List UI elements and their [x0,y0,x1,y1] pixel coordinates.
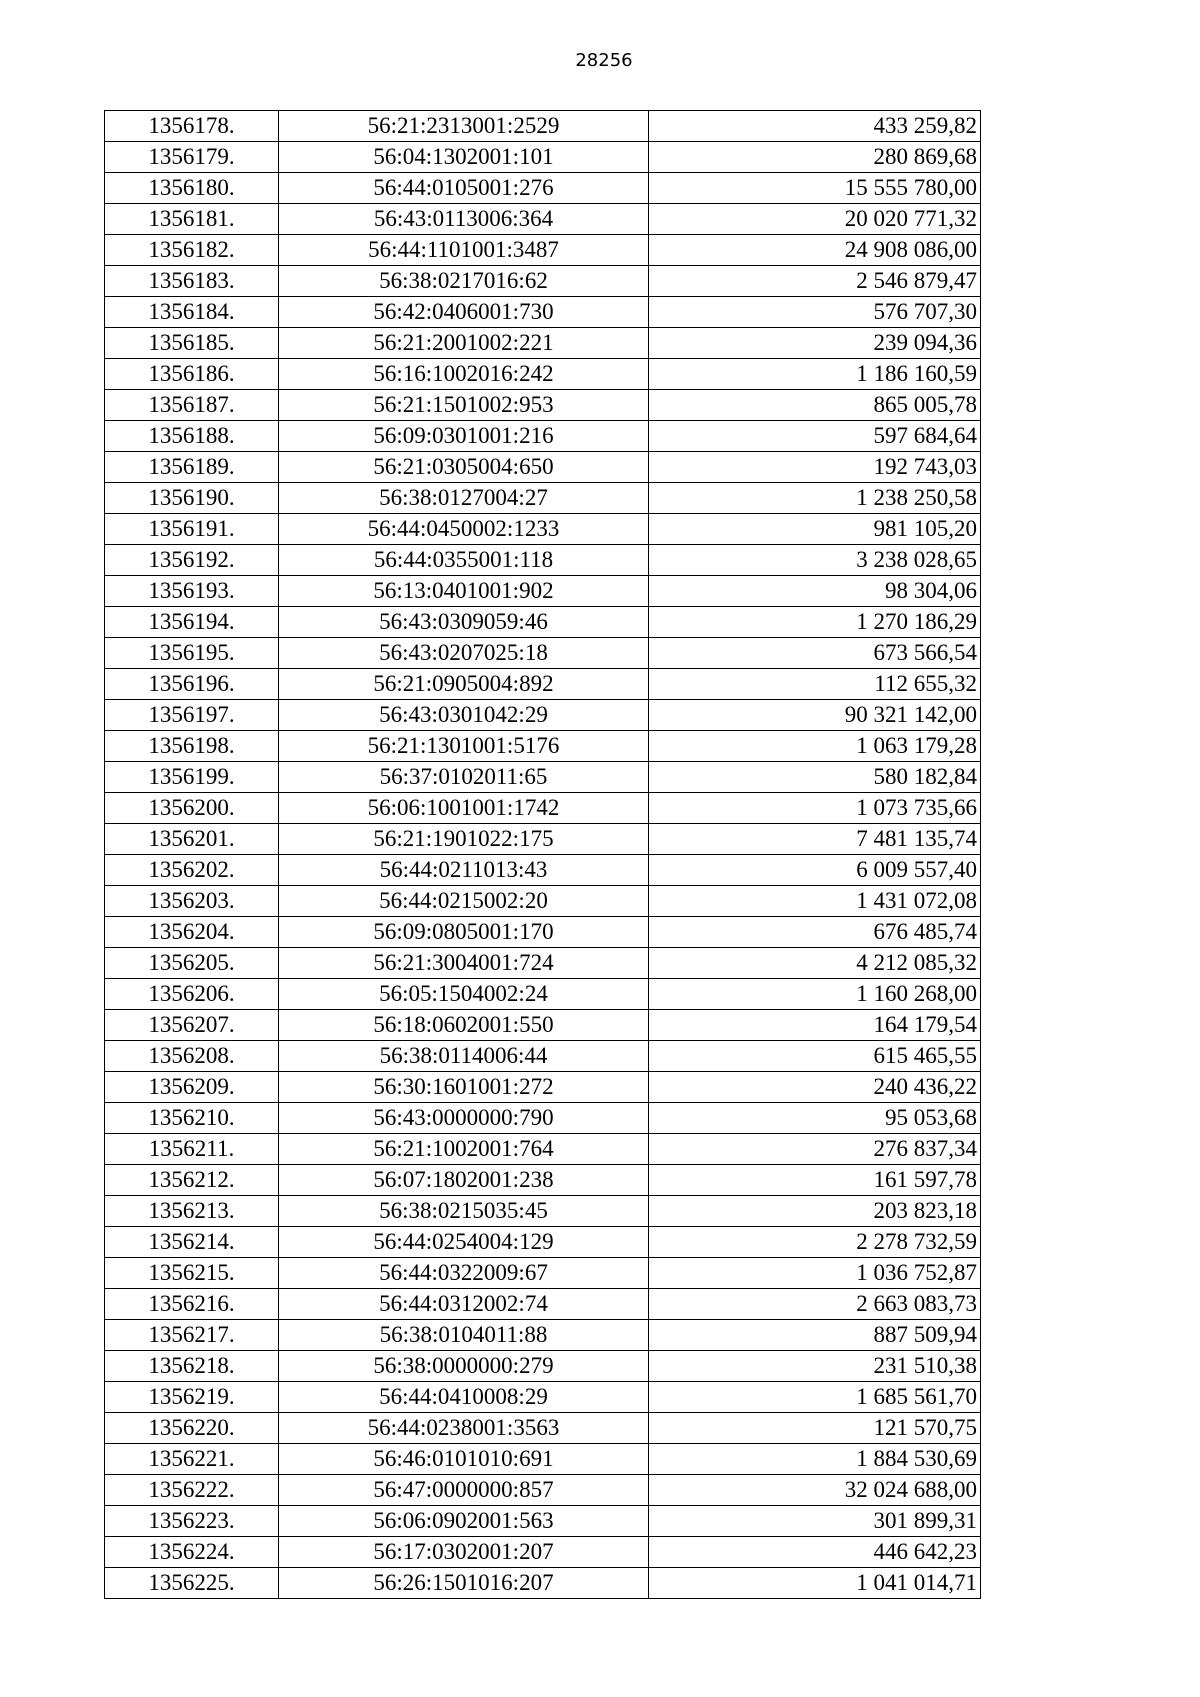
cadastral-number-cell: 56:04:1302001:101 [279,142,649,173]
row-number-cell: 1356217. [105,1320,279,1351]
row-number-cell: 1356207. [105,1010,279,1041]
row-number-cell: 1356189. [105,452,279,483]
row-number-cell: 1356216. [105,1289,279,1320]
cadastral-value-cell: 15 555 780,00 [649,173,981,204]
row-number-cell: 1356223. [105,1506,279,1537]
cadastral-number-cell: 56:38:0114006:44 [279,1041,649,1072]
cadastral-value-cell: 1 036 752,87 [649,1258,981,1289]
cadastral-value-cell: 615 465,55 [649,1041,981,1072]
cadastral-number-cell: 56:21:1301001:5176 [279,731,649,762]
row-number-cell: 1356179. [105,142,279,173]
cadastral-value-cell: 90 321 142,00 [649,700,981,731]
cadastral-number-cell: 56:44:0355001:118 [279,545,649,576]
cadastral-value-cell: 1 073 735,66 [649,793,981,824]
table-row [105,886,981,917]
cadastral-number-cell: 56:43:0207025:18 [279,638,649,669]
table-body [105,111,981,1599]
cadastral-value-cell: 1 685 561,70 [649,1382,981,1413]
cadastral-number-cell: 56:44:0211013:43 [279,855,649,886]
cadastral-number-cell: 56:21:2313001:2529 [279,111,649,142]
table-row [105,1537,981,1568]
row-number-cell: 1356218. [105,1351,279,1382]
table-row [105,855,981,886]
cadastral-value-cell: 1 238 250,58 [649,483,981,514]
table-row [105,1444,981,1475]
table-row [105,824,981,855]
row-number-cell: 1356225. [105,1568,279,1599]
cadastral-value-cell: 20 020 771,32 [649,204,981,235]
row-number-cell: 1356220. [105,1413,279,1444]
cadastral-value-cell: 2 546 879,47 [649,266,981,297]
table-row [105,545,981,576]
table-row [105,359,981,390]
cadastral-number-cell: 56:09:0301001:216 [279,421,649,452]
cadastral-value-cell: 981 105,20 [649,514,981,545]
cadastral-number-cell: 56:38:0217016:62 [279,266,649,297]
row-number-cell: 1356200. [105,793,279,824]
row-number-cell: 1356181. [105,204,279,235]
table-row [105,669,981,700]
cadastral-number-cell: 56:44:0215002:20 [279,886,649,917]
row-number-cell: 1356192. [105,545,279,576]
cadastral-number-cell: 56:38:0215035:45 [279,1196,649,1227]
table-row [105,948,981,979]
row-number-cell: 1356201. [105,824,279,855]
cadastral-number-cell: 56:43:0113006:364 [279,204,649,235]
table-row [105,142,981,173]
row-number-cell: 1356219. [105,1382,279,1413]
cadastral-value-cell: 98 304,06 [649,576,981,607]
row-number-cell: 1356184. [105,297,279,328]
cadastral-value-cell: 301 899,31 [649,1506,981,1537]
page-number: 28256 [575,50,633,71]
cadastral-value-cell: 32 024 688,00 [649,1475,981,1506]
cadastral-value-cell: 164 179,54 [649,1010,981,1041]
table-row [105,173,981,204]
cadastral-value-cell: 2 278 732,59 [649,1227,981,1258]
table-row [105,731,981,762]
table-row [105,1010,981,1041]
row-number-cell: 1356186. [105,359,279,390]
cadastral-value-cell: 1 270 186,29 [649,607,981,638]
table-row [105,328,981,359]
cadastral-value-cell: 239 094,36 [649,328,981,359]
table-row [105,452,981,483]
table-row [105,1196,981,1227]
table-row [105,1506,981,1537]
cadastral-value-cell: 2 663 083,73 [649,1289,981,1320]
table-row [105,607,981,638]
row-number-cell: 1356221. [105,1444,279,1475]
cadastral-number-cell: 56:44:0254004:129 [279,1227,649,1258]
cadastral-number-cell: 56:44:0238001:3563 [279,1413,649,1444]
row-number-cell: 1356187. [105,390,279,421]
table-row [105,111,981,142]
cadastral-number-cell: 56:09:0805001:170 [279,917,649,948]
cadastral-number-cell: 56:44:0105001:276 [279,173,649,204]
row-number-cell: 1356213. [105,1196,279,1227]
table-row [105,514,981,545]
row-number-cell: 1356210. [105,1103,279,1134]
row-number-cell: 1356190. [105,483,279,514]
cadastral-value-cell: 1 063 179,28 [649,731,981,762]
table-row [105,793,981,824]
cadastral-number-cell: 56:47:0000000:857 [279,1475,649,1506]
table-row [105,1413,981,1444]
cadastral-number-cell: 56:26:1501016:207 [279,1568,649,1599]
cadastral-value-cell: 240 436,22 [649,1072,981,1103]
row-number-cell: 1356208. [105,1041,279,1072]
cadastral-value-cell: 676 485,74 [649,917,981,948]
row-number-cell: 1356212. [105,1165,279,1196]
cadastral-number-cell: 56:43:0301042:29 [279,700,649,731]
cadastral-number-cell: 56:06:0902001:563 [279,1506,649,1537]
table-row [105,917,981,948]
table-row [105,638,981,669]
cadastral-value-cell: 203 823,18 [649,1196,981,1227]
row-number-cell: 1356206. [105,979,279,1010]
table-row [105,1134,981,1165]
table-row [105,421,981,452]
cadastral-value-cell: 192 743,03 [649,452,981,483]
table-row [105,297,981,328]
cadastral-number-cell: 56:17:0302001:207 [279,1537,649,1568]
cadastral-number-cell: 56:44:1101001:3487 [279,235,649,266]
table-row [105,1320,981,1351]
row-number-cell: 1356214. [105,1227,279,1258]
cadastral-value-cell: 1 041 014,71 [649,1568,981,1599]
cadastral-value-cell: 1 884 530,69 [649,1444,981,1475]
row-number-cell: 1356182. [105,235,279,266]
cadastral-number-cell: 56:21:3004001:724 [279,948,649,979]
table-row [105,1289,981,1320]
row-number-cell: 1356204. [105,917,279,948]
table-row [105,1072,981,1103]
cadastral-number-cell: 56:44:0322009:67 [279,1258,649,1289]
table-row [105,1103,981,1134]
cadastral-number-cell: 56:18:0602001:550 [279,1010,649,1041]
table-row [105,762,981,793]
cadastral-value-cell: 4 212 085,32 [649,948,981,979]
row-number-cell: 1356188. [105,421,279,452]
cadastral-value-cell: 673 566,54 [649,638,981,669]
table-row [105,1227,981,1258]
cadastral-number-cell: 56:21:0305004:650 [279,452,649,483]
cadastral-value-cell: 95 053,68 [649,1103,981,1134]
row-number-cell: 1356222. [105,1475,279,1506]
cadastral-value-cell: 3 238 028,65 [649,545,981,576]
cadastral-number-cell: 56:21:1901022:175 [279,824,649,855]
cadastral-number-cell: 56:21:1002001:764 [279,1134,649,1165]
cadastral-value-cell: 24 908 086,00 [649,235,981,266]
table-row [105,979,981,1010]
row-number-cell: 1356191. [105,514,279,545]
row-number-cell: 1356178. [105,111,279,142]
row-number-cell: 1356202. [105,855,279,886]
cadastral-value-cell: 446 642,23 [649,1537,981,1568]
row-number-cell: 1356183. [105,266,279,297]
cadastral-number-cell: 56:43:0000000:790 [279,1103,649,1134]
table-row [105,1382,981,1413]
cadastral-value-cell: 1 186 160,59 [649,359,981,390]
cadastral-value-cell: 580 182,84 [649,762,981,793]
cadastral-value-cell: 121 570,75 [649,1413,981,1444]
cadastral-value-cell: 1 160 268,00 [649,979,981,1010]
table-row [105,1041,981,1072]
row-number-cell: 1356205. [105,948,279,979]
cadastral-number-cell: 56:42:0406001:730 [279,297,649,328]
row-number-cell: 1356198. [105,731,279,762]
cadastral-number-cell: 56:21:0905004:892 [279,669,649,700]
table-row [105,1165,981,1196]
cadastral-value-table [104,110,981,1599]
cadastral-value-cell: 280 869,68 [649,142,981,173]
cadastral-number-cell: 56:21:1501002:953 [279,390,649,421]
cadastral-value-cell: 576 707,30 [649,297,981,328]
row-number-cell: 1356180. [105,173,279,204]
cadastral-value-cell: 231 510,38 [649,1351,981,1382]
cadastral-value-cell: 7 481 135,74 [649,824,981,855]
cadastral-number-cell: 56:44:0312002:74 [279,1289,649,1320]
row-number-cell: 1356209. [105,1072,279,1103]
row-number-cell: 1356185. [105,328,279,359]
cadastral-number-cell: 56:38:0000000:279 [279,1351,649,1382]
cadastral-number-cell: 56:43:0309059:46 [279,607,649,638]
cadastral-number-cell: 56:05:1504002:24 [279,979,649,1010]
table-row [105,1258,981,1289]
cadastral-number-cell: 56:44:0450002:1233 [279,514,649,545]
row-number-cell: 1356199. [105,762,279,793]
table-row [105,1568,981,1599]
table-row [105,700,981,731]
cadastral-number-cell: 56:38:0104011:88 [279,1320,649,1351]
cadastral-number-cell: 56:06:1001001:1742 [279,793,649,824]
table-row [105,1475,981,1506]
cadastral-number-cell: 56:07:1802001:238 [279,1165,649,1196]
table-row [105,1351,981,1382]
row-number-cell: 1356211. [105,1134,279,1165]
cadastral-number-cell: 56:13:0401001:902 [279,576,649,607]
cadastral-value-cell: 276 837,34 [649,1134,981,1165]
table-row [105,576,981,607]
cadastral-value-cell: 865 005,78 [649,390,981,421]
row-number-cell: 1356195. [105,638,279,669]
table-row [105,483,981,514]
cadastral-number-cell: 56:38:0127004:27 [279,483,649,514]
cadastral-number-cell: 56:46:0101010:691 [279,1444,649,1475]
cadastral-number-cell: 56:44:0410008:29 [279,1382,649,1413]
row-number-cell: 1356197. [105,700,279,731]
cadastral-number-cell: 56:16:1002016:242 [279,359,649,390]
row-number-cell: 1356215. [105,1258,279,1289]
cadastral-value-cell: 887 509,94 [649,1320,981,1351]
cadastral-number-cell: 56:21:2001002:221 [279,328,649,359]
cadastral-value-cell: 161 597,78 [649,1165,981,1196]
cadastral-value-cell: 1 431 072,08 [649,886,981,917]
row-number-cell: 1356193. [105,576,279,607]
table-row [105,235,981,266]
cadastral-value-cell: 597 684,64 [649,421,981,452]
row-number-cell: 1356203. [105,886,279,917]
table-row [105,204,981,235]
cadastral-value-cell: 112 655,32 [649,669,981,700]
row-number-cell: 1356196. [105,669,279,700]
table-row [105,266,981,297]
cadastral-value-cell: 433 259,82 [649,111,981,142]
row-number-cell: 1356224. [105,1537,279,1568]
row-number-cell: 1356194. [105,607,279,638]
cadastral-number-cell: 56:37:0102011:65 [279,762,649,793]
cadastral-value-cell: 6 009 557,40 [649,855,981,886]
table-row [105,390,981,421]
cadastral-number-cell: 56:30:1601001:272 [279,1072,649,1103]
